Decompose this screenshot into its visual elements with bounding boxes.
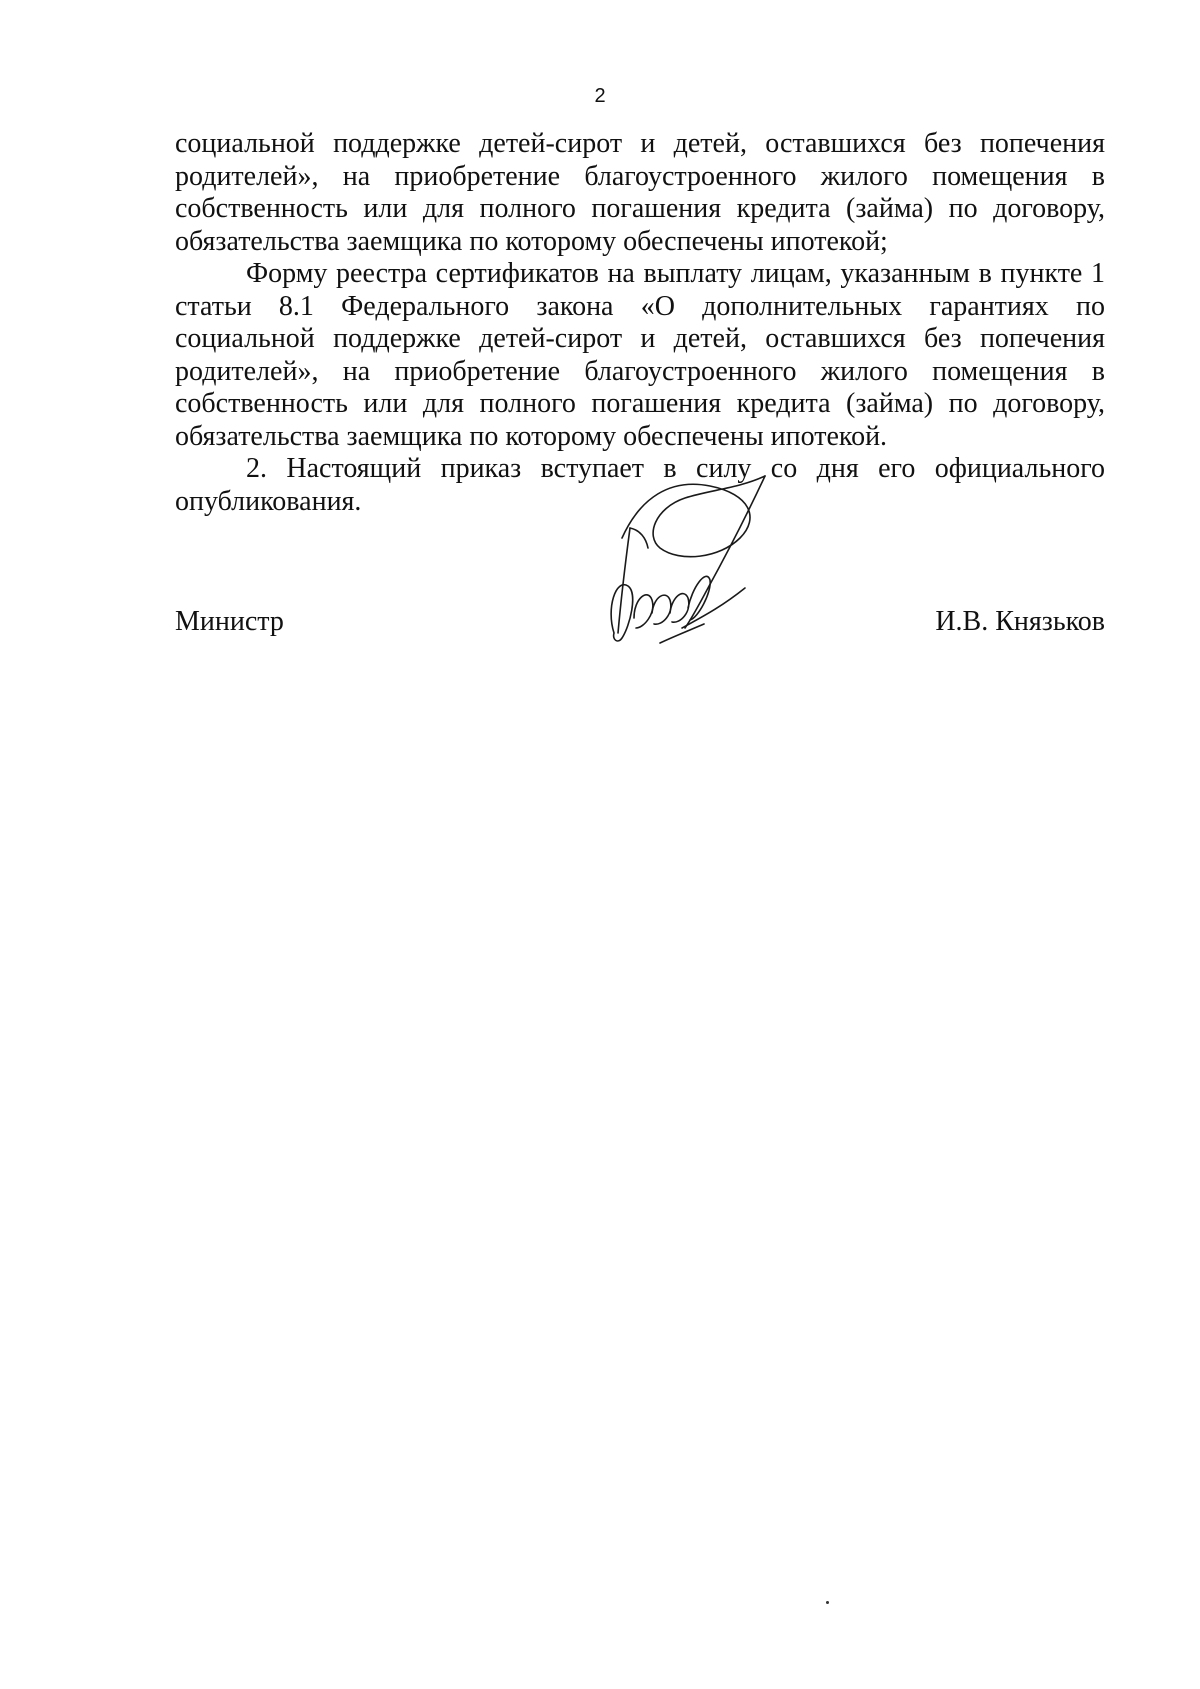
- signatory-name: И.В. Князьков: [935, 606, 1105, 637]
- page-number: 2: [594, 85, 606, 107]
- paragraph-continuation: социальной поддержке детей-сирот и детей, оставшихся без попечения родителей», на приобретение благоустроенного жилого помещения в собственность или для полного погашения кредита (займа) по договору, обязательства заемщика по которому обеспечены ипотекой;: [175, 128, 1105, 257]
- signatory-title: Министр: [175, 606, 284, 637]
- scan-speck: [826, 1601, 829, 1604]
- paragraph-registry-form: Форму реестра сертификатов на выплату лицам, указанным в пункте 1 статьи 8.1 Федерального закона «О дополнительных гарантиях по социальной поддержке детей-сирот и детей, оставшихся без попечения родителей», на приобретение благоустроенного жилого помещения в собственность или для полного погашения кредита (займа) по договору, обязательства заемщика по которому обеспечены ипотекой.: [175, 258, 1105, 452]
- document-body: [175, 128, 1105, 518]
- handwritten-signature: [600, 468, 820, 648]
- paragraph-effective-date: 2. Настоящий приказ вступает в силу со дня его официального опубликования.: [175, 453, 1105, 517]
